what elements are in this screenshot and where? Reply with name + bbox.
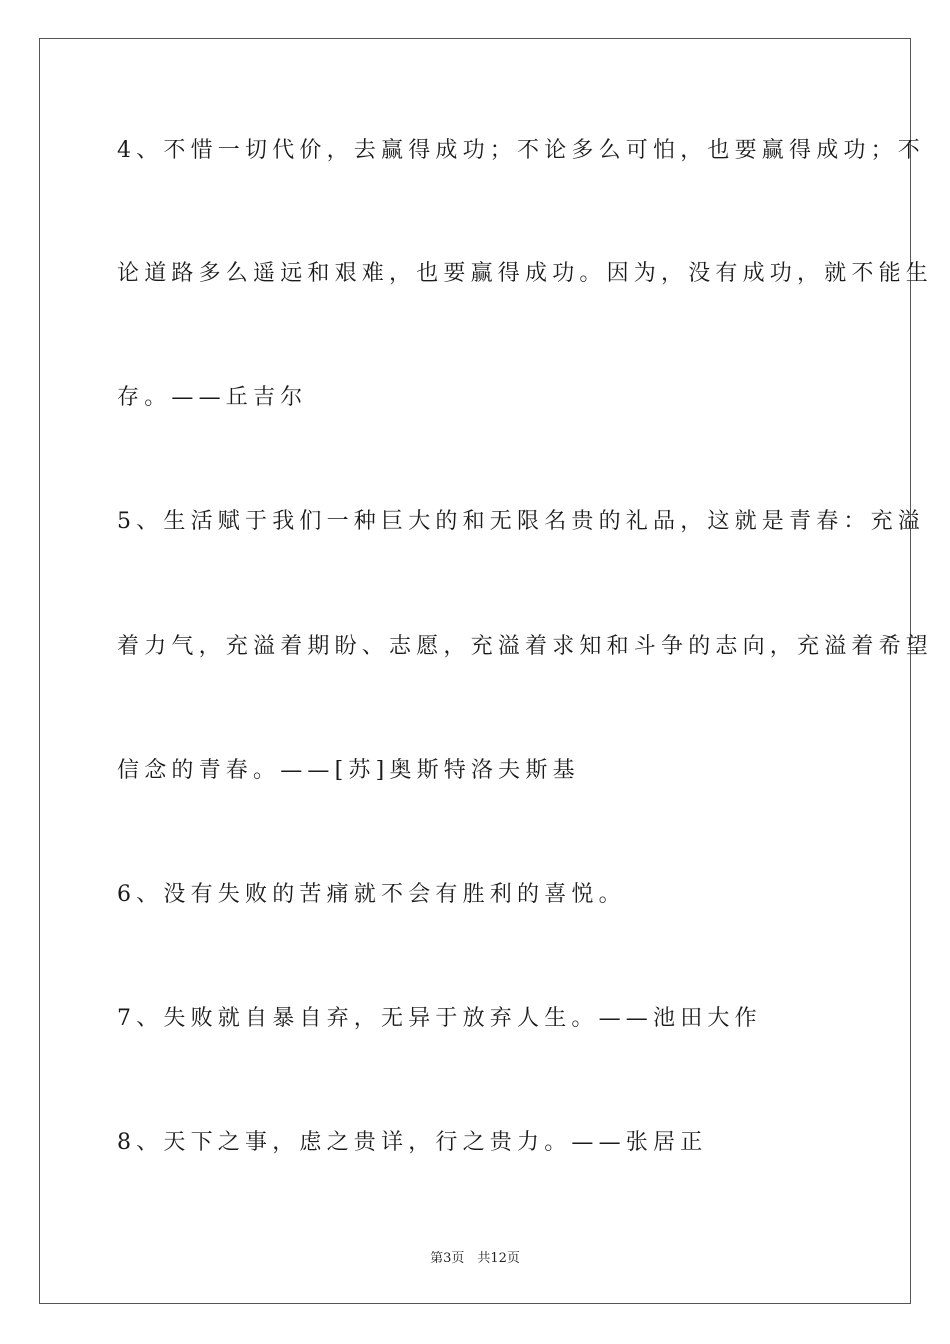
quote-4-line-1: 4、不惜一切代价，去赢得成功；不论多么可怕，也要赢得成功；不 <box>117 138 925 163</box>
quote-4-line-3: 存。——丘吉尔 <box>117 385 308 410</box>
quote-5-line-2: 着力气，充溢着期盼、志愿，充溢着求知和斗争的志向，充溢着希望 <box>117 634 934 659</box>
quote-5-line-1: 5、生活赋于我们一种巨大的和无限名贵的礼品，这就是青春：充溢 <box>117 509 925 534</box>
quote-4-line-2: 论道路多么遥远和艰难，也要赢得成功。因为，没有成功，就不能生 <box>117 261 934 286</box>
page-number-footer: 第3页 共12页 <box>430 1251 520 1266</box>
quote-8-line: 8、天下之事，虑之贵详，行之贵力。——张居正 <box>117 1130 708 1155</box>
quote-6-line: 6、没有失败的苦痛就不会有胜利的喜悦。 <box>117 882 626 907</box>
page-frame <box>39 38 911 1304</box>
quote-7-line: 7、失败就自暴自弃，无异于放弃人生。——池田大作 <box>117 1006 762 1031</box>
quote-5-line-3: 信念的青春。——[苏]奥斯特洛夫斯基 <box>117 758 580 783</box>
